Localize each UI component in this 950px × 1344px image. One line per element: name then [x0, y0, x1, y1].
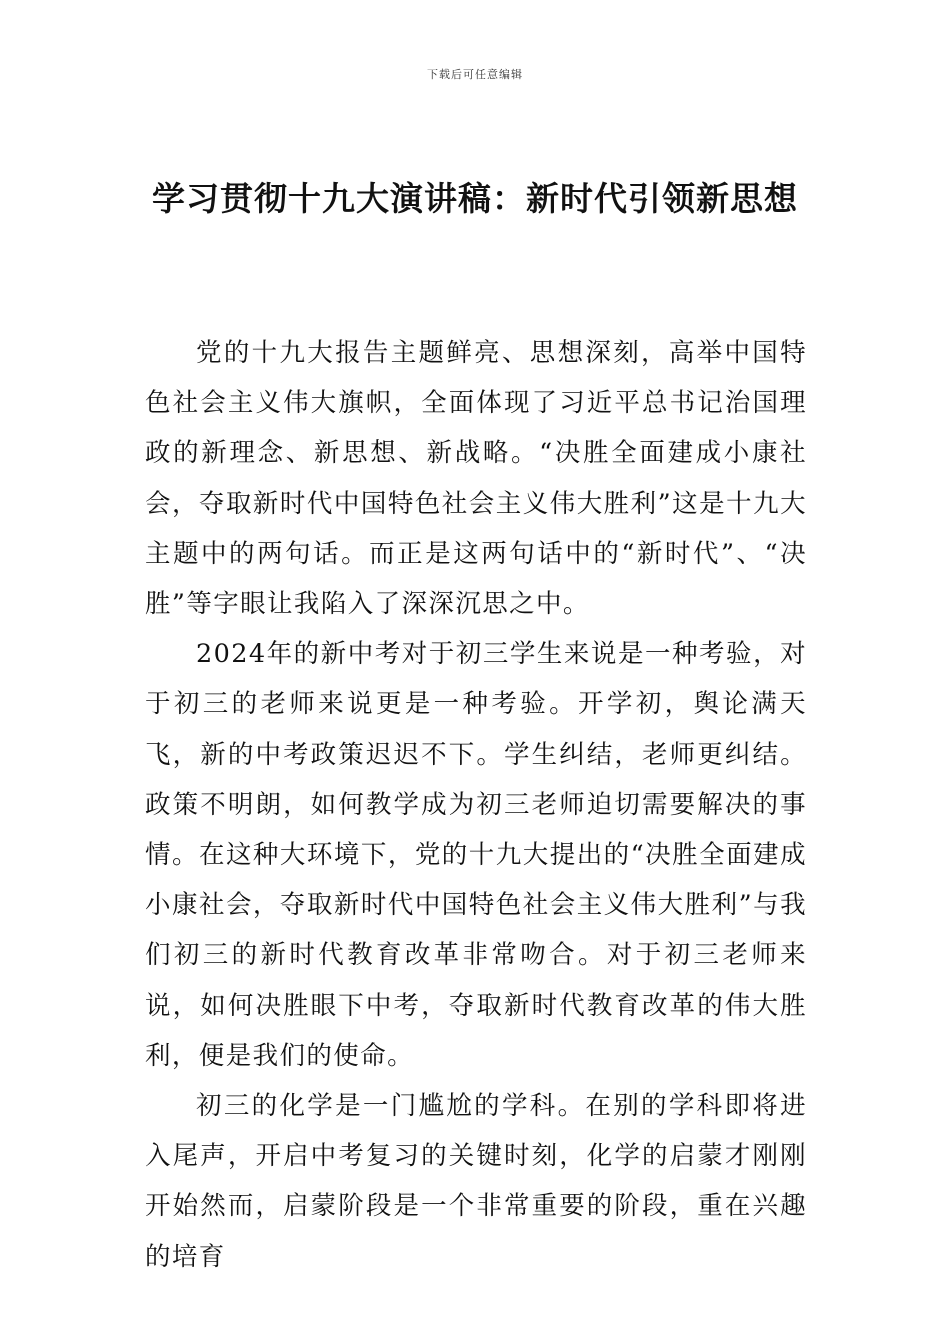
paragraph-2: 2024年的新中考对于初三学生来说是一种考验，对于初三的老师来说更是一种考验。开学初，舆论满天飞，新的中考政策迟迟不下。学生纠结，老师更纠结。政策不明朗，如何教学成为初三老师迫切需要解决的事情。在这种大环境下，党的十九大提出的“决胜全面建成小康社会，夺取新时代中国特色社会主义伟大胜利”与我们初三的新时代教育改革非常吻合。对于初三老师来说，如何决胜眼下中考，夺取新时代教育改革的伟大胜利，便是我们的使命。: [145, 639, 807, 1071]
header-note: 下载后可任意编辑: [427, 68, 523, 81]
document-body: [145, 328, 807, 1282]
paragraph-1: 党的十九大报告主题鲜亮、思想深刻，高举中国特色社会主义伟大旗帜，全面体现了习近平总书记治国理政的新理念、新思想、新战略。“决胜全面建成小康社会，夺取新时代中国特色社会主义伟大胜利”这是十九大主题中的两句话。而正是这两句话中的“新时代”、“决胜”等字眼让我陷入了深深沉思之中。: [145, 338, 807, 620]
document-title: 学习贯彻十九大演讲稿：新时代引领新思想: [152, 179, 798, 218]
paragraph-3: 初三的化学是一门尴尬的学科。在别的学科即将进入尾声，开启中考复习的关键时刻，化学的启蒙才刚刚开始然而，启蒙阶段是一个非常重要的阶段，重在兴趣的培育: [145, 1091, 807, 1272]
